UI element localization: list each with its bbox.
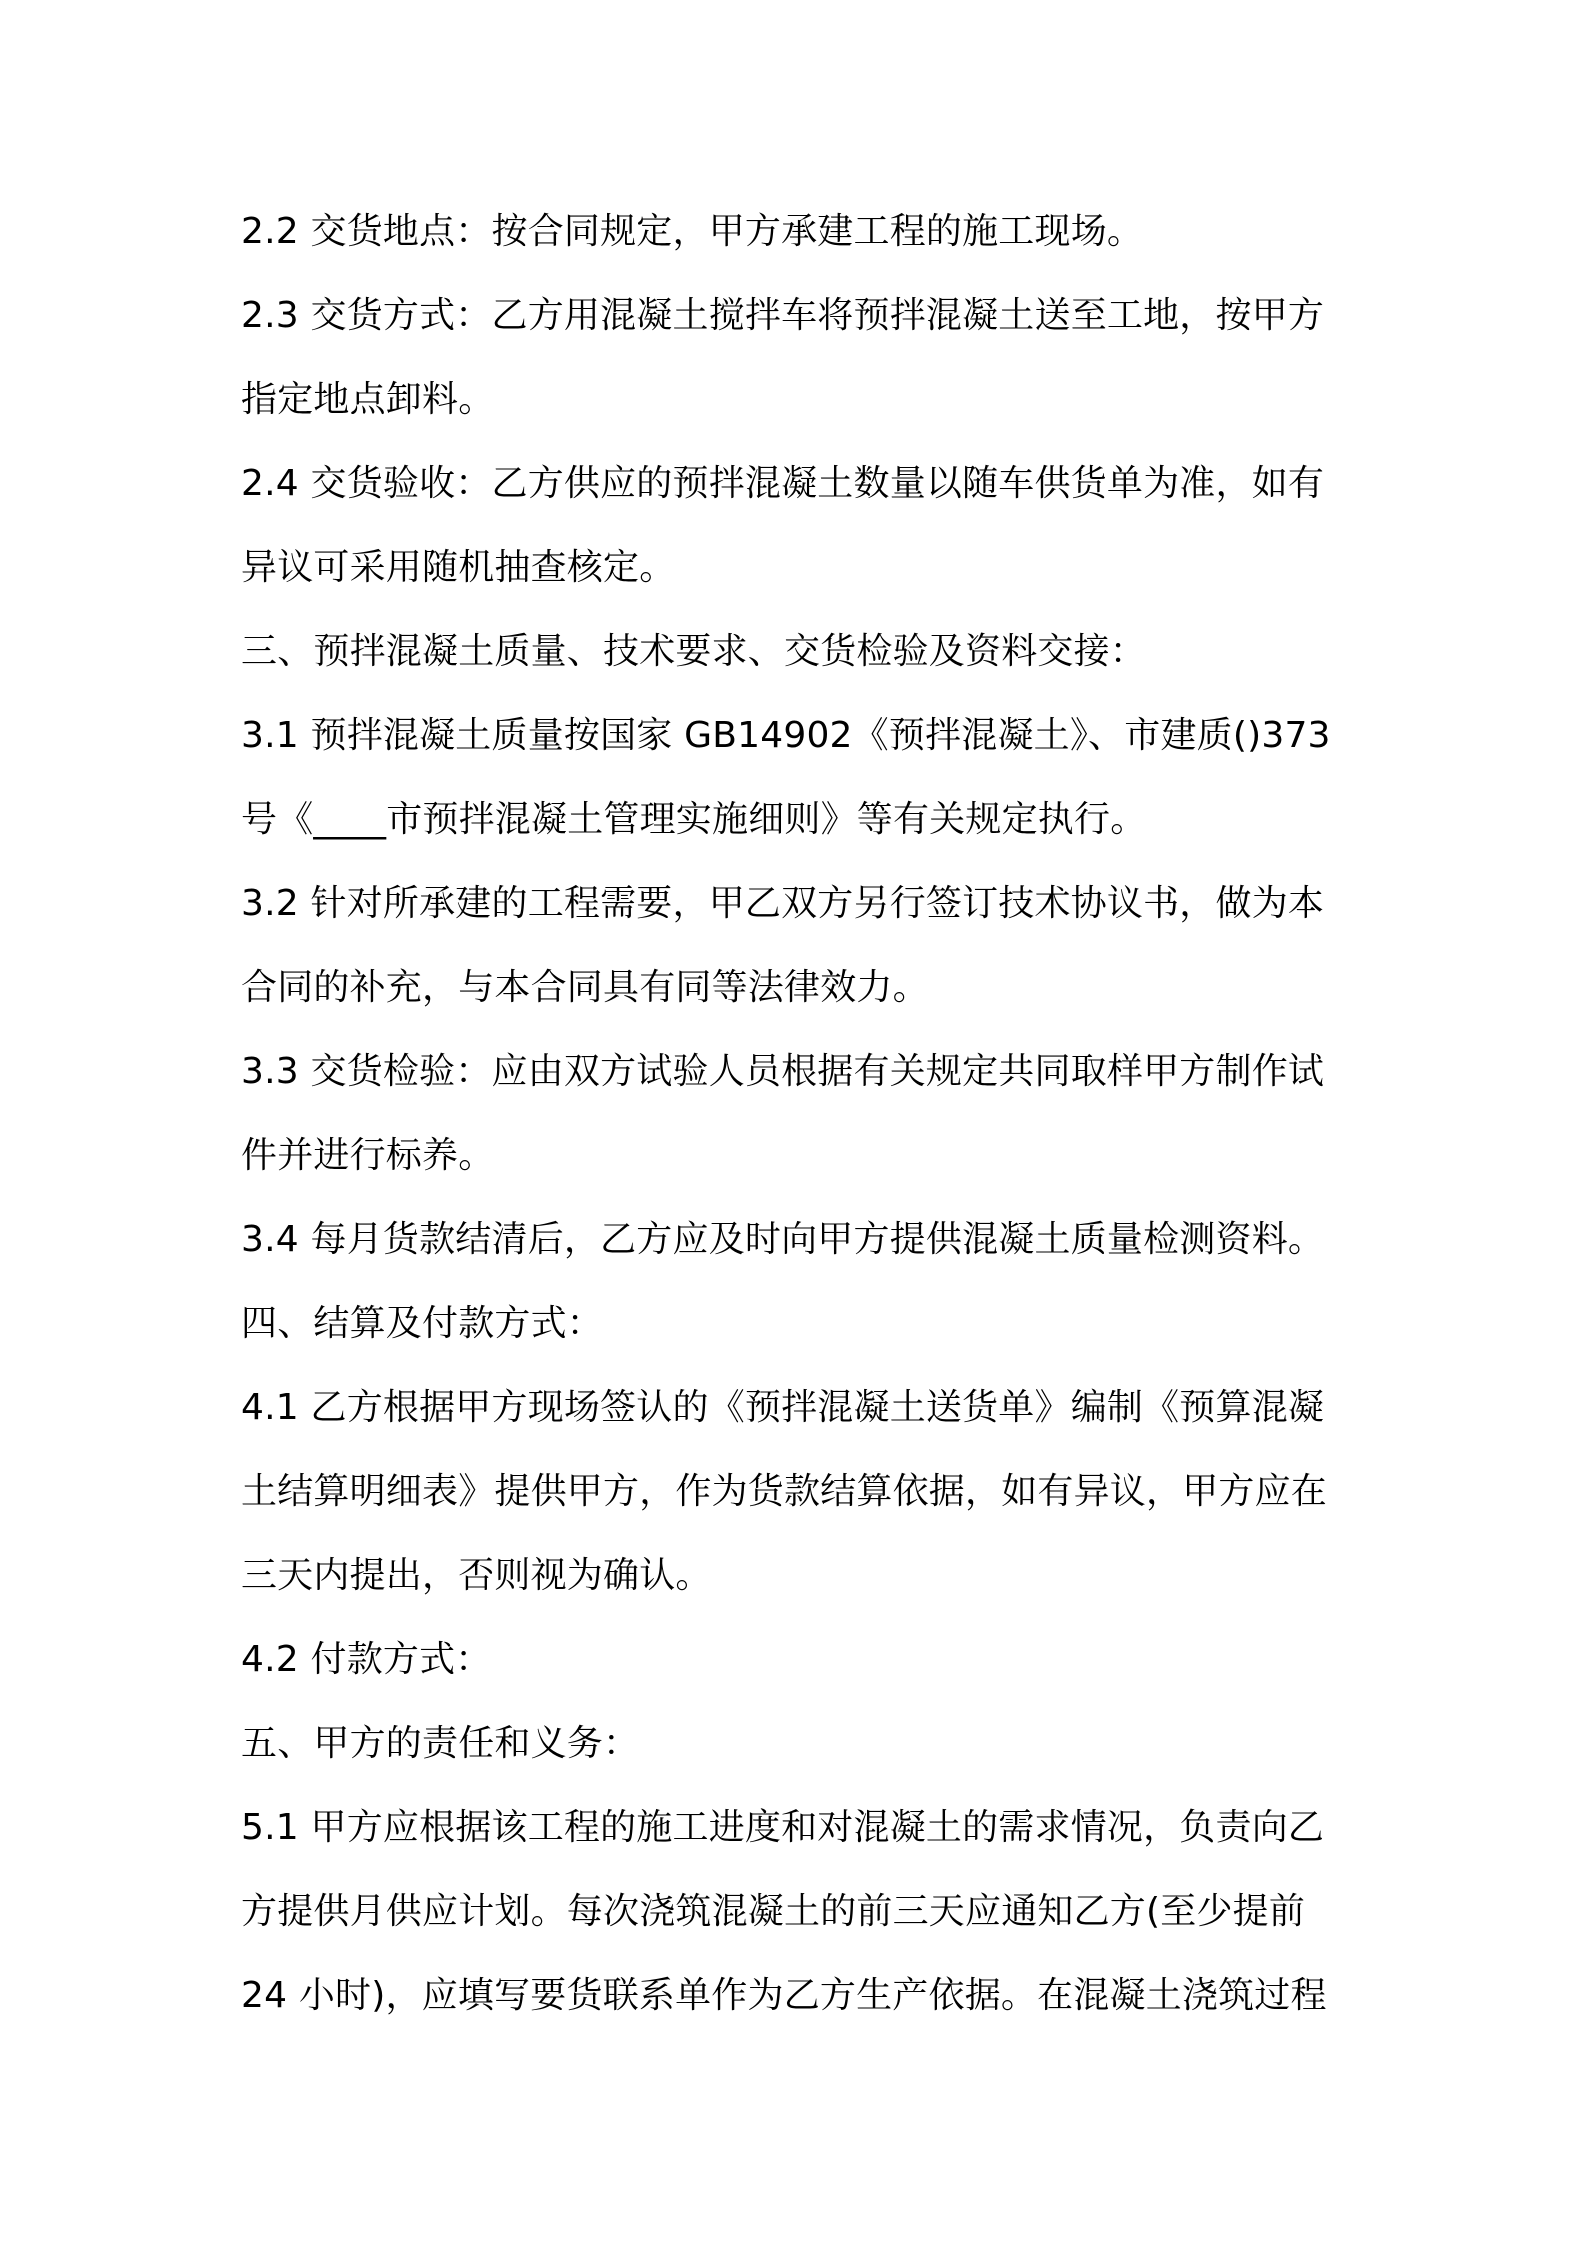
text-line: 指定地点卸料。 (241, 379, 495, 420)
text-line: 件并进行标养。 (241, 1135, 495, 1176)
text-line: 合同的补充，与本合同具有同等法律效力。 (241, 967, 929, 1008)
text-line: 3.3 交货检验：应由双方试验人员根据有关规定共同取样甲方制作试 (241, 1051, 1325, 1092)
text-line: 三天内提出，否则视为确认。 (241, 1555, 712, 1596)
text-line: 2.2 交货地点：按合同规定，甲方承建工程的施工现场。 (241, 211, 1144, 252)
section-heading: 四、结算及付款方式： (241, 1303, 604, 1344)
text-line: 号《____市预拌混凝土管理实施细则》等有关规定执行。 (241, 799, 1147, 840)
text-line: 24 小时)，应填写要货联系单作为乙方生产依据。在混凝土浇筑过程 (241, 1975, 1327, 2016)
section-heading: 五、甲方的责任和义务： (241, 1723, 640, 1764)
text-line: 方提供月供应计划。每次浇筑混凝土的前三天应通知乙方(至少提前 (241, 1891, 1306, 1932)
section-heading: 三、预拌混凝土质量、技术要求、交货检验及资料交接： (241, 631, 1147, 672)
text-line: 3.2 针对所承建的工程需要，甲乙双方另行签订技术协议书，做为本 (241, 883, 1325, 924)
document-body (241, 190, 1366, 2038)
text-line: 3.4 每月货款结清后，乙方应及时向甲方提供混凝土质量检测资料。 (241, 1219, 1325, 1260)
text-line: 4.2 付款方式： (241, 1639, 492, 1680)
text-line: 异议可采用随机抽查核定。 (241, 547, 676, 588)
text-line: 5.1 甲方应根据该工程的施工进度和对混凝土的需求情况，负责向乙 (241, 1807, 1325, 1848)
text-line: 2.3 交货方式：乙方用混凝土搅拌车将预拌混凝土送至工地，按甲方 (241, 295, 1325, 336)
text-line: 土结算明细表》提供甲方，作为货款结算依据，如有异议，甲方应在 (241, 1471, 1328, 1512)
text-line: 4.1 乙方根据甲方现场签认的《预拌混凝土送货单》编制《预算混凝 (241, 1387, 1325, 1428)
text-line: 3.1 预拌混凝土质量按国家 GB14902《预拌混凝土》、市建质()373 (241, 715, 1331, 756)
text-line: 2.4 交货验收：乙方供应的预拌混凝土数量以随车供货单为准，如有 (241, 463, 1325, 504)
